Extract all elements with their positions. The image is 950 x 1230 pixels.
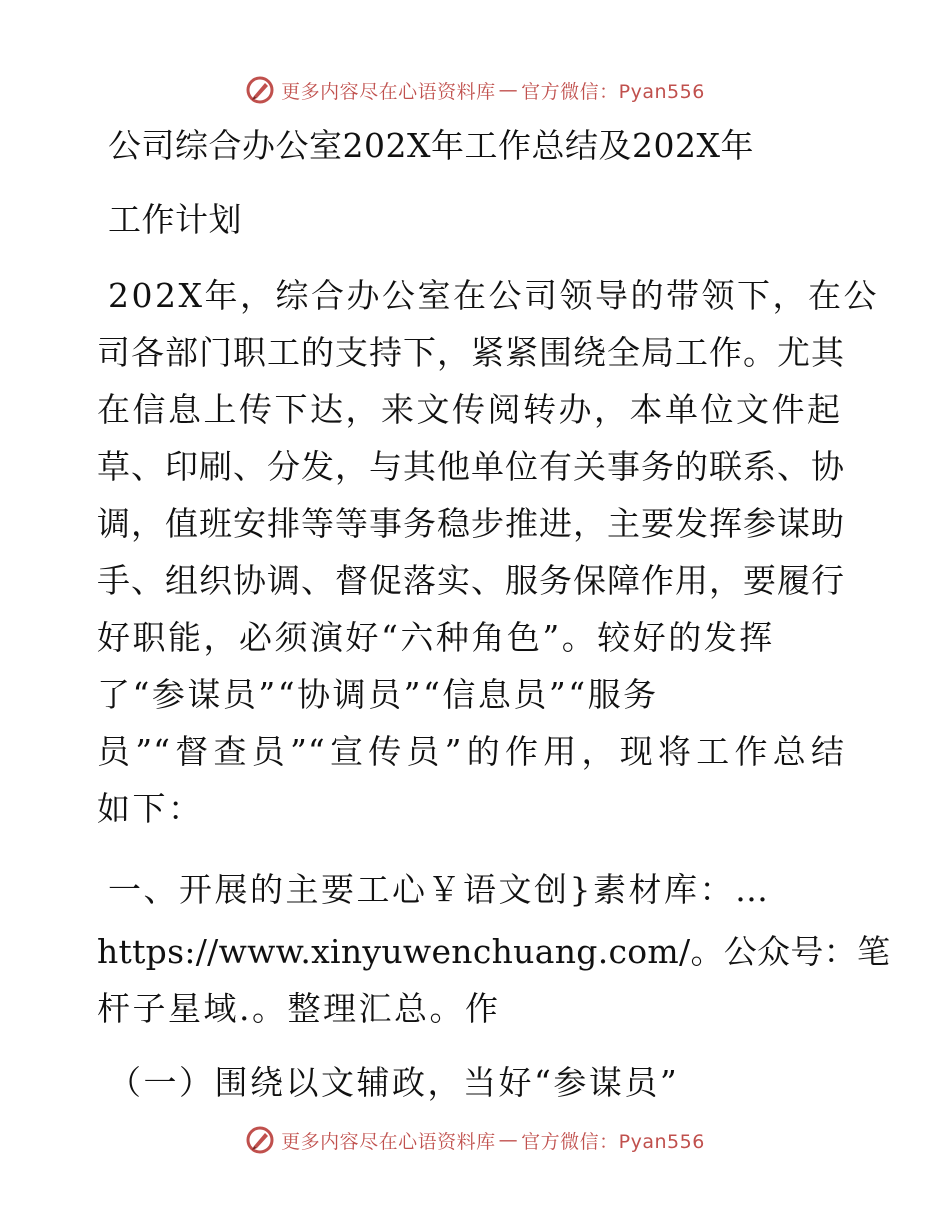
intro-line-2: 司各部门职工的支持下，紧紧围绕全局工作。尤其 <box>97 333 845 372</box>
intro-line-9: 员”“督查员”“宣传员”的作用，现将工作总结 <box>97 732 845 771</box>
pen-circle-icon <box>245 75 275 105</box>
watermark-text: 更多内容尽在心语资料库 <box>281 80 496 103</box>
intro-line-10: 如下： <box>97 789 204 828</box>
watermark-suffix: 官方微信：Pyan556 <box>521 1130 705 1153</box>
pen-circle-icon <box>245 1125 275 1155</box>
doc-title-line-1: 公司综合办公室202X年工作总结及202X年 <box>108 126 754 165</box>
section-heading-line-2: https://www.xinyuwenchuang.com/。公众号：笔 <box>97 932 891 971</box>
intro-line-7: 好职能，必须演好“六种角色”。较好的发挥 <box>97 618 775 657</box>
section-heading-line-1: 一、开展的主要工心￥语文创}素材库：… <box>108 870 771 909</box>
intro-line-3: 在信息上传下达，来文传阅转办，本单位文件起 <box>97 390 843 429</box>
watermark-text: 更多内容尽在心语资料库 <box>281 1130 496 1153</box>
watermark-banner-bottom <box>0 1120 950 1160</box>
watermark-suffix: 官方微信：Pyan556 <box>521 80 705 103</box>
watermark-separator: — <box>498 79 519 101</box>
intro-line-8: 了“参谋员”“协调员”“信息员”“服务 <box>97 675 659 714</box>
doc-title-line-2: 工作计划 <box>108 200 242 239</box>
intro-line-1: 202X年，综合办公室在公司领导的带领下，在公 <box>108 276 879 315</box>
subsection-heading: （一）围绕以文辅政，当好“参谋员” <box>108 1063 680 1102</box>
watermark-banner-top <box>0 70 950 110</box>
intro-line-4: 草、印刷、分发，与其他单位有关事务的联系、协 <box>97 447 845 486</box>
intro-line-6: 手、组织协调、督促落实、服务保障作用，要履行 <box>97 561 845 600</box>
section-heading-line-3: 杆子星域.。整理汇总。作 <box>97 989 501 1028</box>
intro-line-5: 调，值班安排等等事务稳步推进，主要发挥参谋助 <box>97 504 845 543</box>
watermark-separator: — <box>498 1129 519 1151</box>
